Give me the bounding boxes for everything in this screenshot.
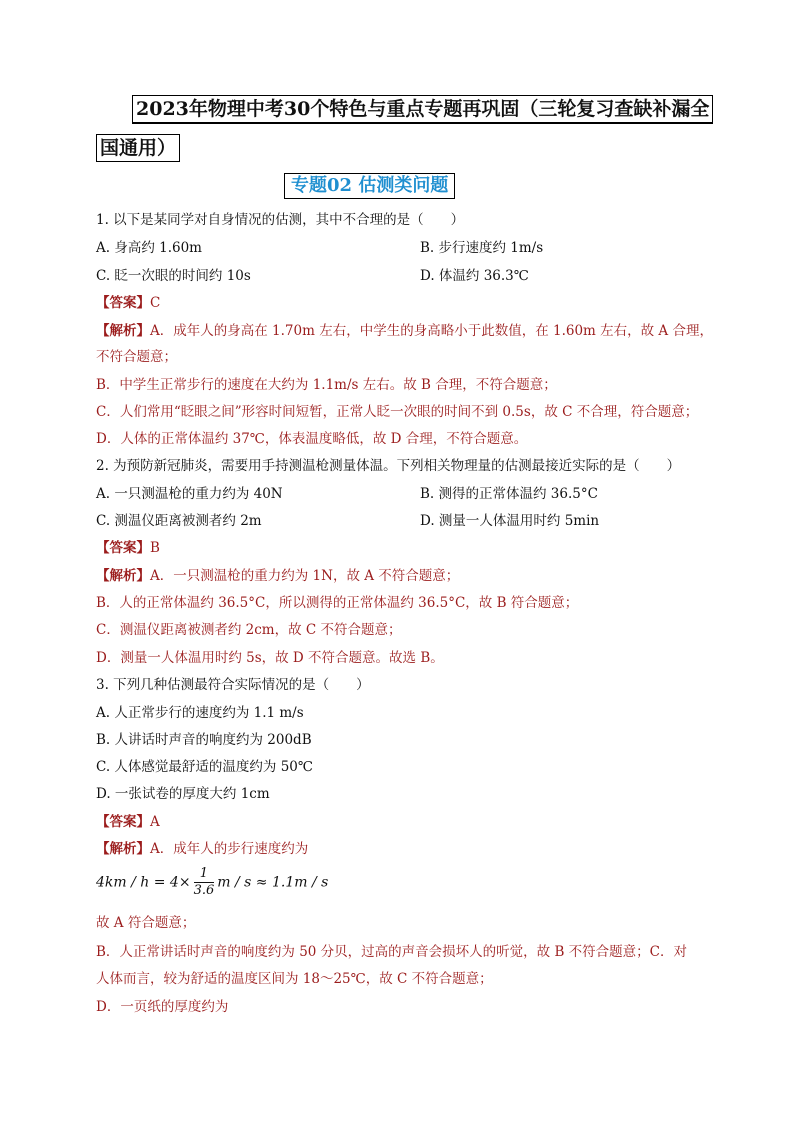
q1-analysis-4: D．人体的正常体温约 37℃，体表温度略低，故 D 合理，不符合题意。 — [96, 431, 528, 447]
formula-fraction — [194, 866, 215, 899]
answer-tag: 【答案】 — [96, 540, 150, 556]
document-title-line2: 国通用） — [96, 134, 180, 162]
fraction-denominator: 3.6 — [193, 883, 215, 898]
analysis-tag: 【解析】 — [96, 841, 150, 857]
fraction-numerator: 1 — [194, 866, 215, 883]
q1-analysis-2: B．中学生正常步行的速度在大约为 1.1m/s 左右。故 B 合理，不符合题意； — [96, 377, 557, 393]
answer-value: A — [150, 814, 160, 830]
document-title-line1: 2023年物理中考30个特色与重点专题再巩固（三轮复习查缺补漏全 — [132, 95, 713, 124]
q3-analysis-1c: 故 A 符合题意； — [96, 915, 196, 931]
formula-right: m / s ≈ 1.1m / s — [217, 874, 329, 891]
q2-option-c: C. 测温仪距离被测者约 2m — [96, 513, 262, 529]
q3-analysis-2b: 人体而言，较为舒适的温度区间为 18～25℃，故 C 不符合题意； — [96, 971, 493, 987]
q3-option-a: A. 人正常步行的速度约为 1.1 m/s — [96, 705, 304, 721]
analysis-text: A．一只测温枪的重力约为 1N，故 A 不符合题意； — [150, 568, 460, 584]
q3-analysis-1 — [96, 839, 308, 859]
q2-answer — [96, 538, 160, 558]
analysis-text: A．成年人的步行速度约为 — [150, 841, 309, 857]
q3-option-d: D. 一张试卷的厚度大约 1cm — [96, 786, 270, 802]
q1-analysis-3: C．人们常用“眨眼之间”形容时间短暂，正常人眨一次眼的时间不到 0.5s，故 C 不合理，符合题意； — [96, 404, 699, 420]
speed-conversion-formula — [96, 866, 328, 899]
q1-stem: 1. 以下是某同学对自身情况的估测，其中不合理的是（ ） — [96, 212, 465, 228]
q2-stem: 2. 为预防新冠肺炎，需要用手持测温枪测量体温。下列相关物理量的估测最接近实际的是（ ） — [96, 458, 681, 474]
q2-option-d: D. 测量一人体温用时约 5min — [420, 513, 600, 529]
q1-option-c: C. 眨一次眼的时间约 10s — [96, 268, 251, 284]
analysis-tag: 【解析】 — [96, 568, 150, 584]
topic-subtitle: 专题02 估测类问题 — [284, 173, 455, 199]
q1-analysis-1 — [96, 321, 713, 341]
answer-value: C — [150, 295, 161, 311]
q1-option-a: A. 身高约 1.60m — [96, 240, 202, 256]
q2-option-a: A. 一只测温枪的重力约为 40N — [96, 486, 283, 502]
analysis-tag: 【解析】 — [96, 323, 150, 339]
q3-option-b: B. 人讲话时声音的响度约为 200dB — [96, 732, 312, 748]
q1-analysis-1b: 不符合题意； — [96, 349, 177, 365]
q3-answer — [96, 812, 160, 832]
q3-analysis-2: B．人正常讲话时声音的响度约为 50 分贝，过高的声音会损坏人的听觉，故 B 不符合题意；C．对 — [96, 944, 688, 960]
answer-tag: 【答案】 — [96, 295, 150, 311]
q1-answer — [96, 293, 160, 313]
q3-stem: 3. 下列几种估测最符合实际情况的是（ ） — [96, 677, 370, 693]
q2-analysis-4: D．测量一人体温用时约 5s，故 D 不符合题意。故选 B。 — [96, 650, 444, 666]
answer-tag: 【答案】 — [96, 814, 150, 830]
q2-analysis-3: C．测温仪距离被测者约 2cm，故 C 不符合题意； — [96, 622, 402, 638]
q1-option-b: B. 步行速度约 1m/s — [420, 240, 544, 256]
q2-option-b: B. 测得的正常体温约 36.5°C — [420, 486, 598, 502]
q3-analysis-3: D．一页纸的厚度约为 — [96, 999, 229, 1015]
answer-value: B — [150, 540, 160, 556]
formula-left: 4km / h = 4× — [96, 874, 191, 891]
analysis-text: A．成年人的身高在 1.70m 左右，中学生的身高略小于此数值，在 1.60m 左右，故 A 合理， — [150, 323, 713, 339]
q2-analysis-2: B．人的正常体温约 36.5°C，所以测得的正常体温约 36.5°C，故 B 符合题意； — [96, 595, 579, 611]
q3-option-c: C. 人体感觉最舒适的温度约为 50℃ — [96, 759, 314, 775]
q2-analysis-1 — [96, 566, 459, 586]
q1-option-d: D. 体温约 36.3℃ — [420, 268, 529, 284]
